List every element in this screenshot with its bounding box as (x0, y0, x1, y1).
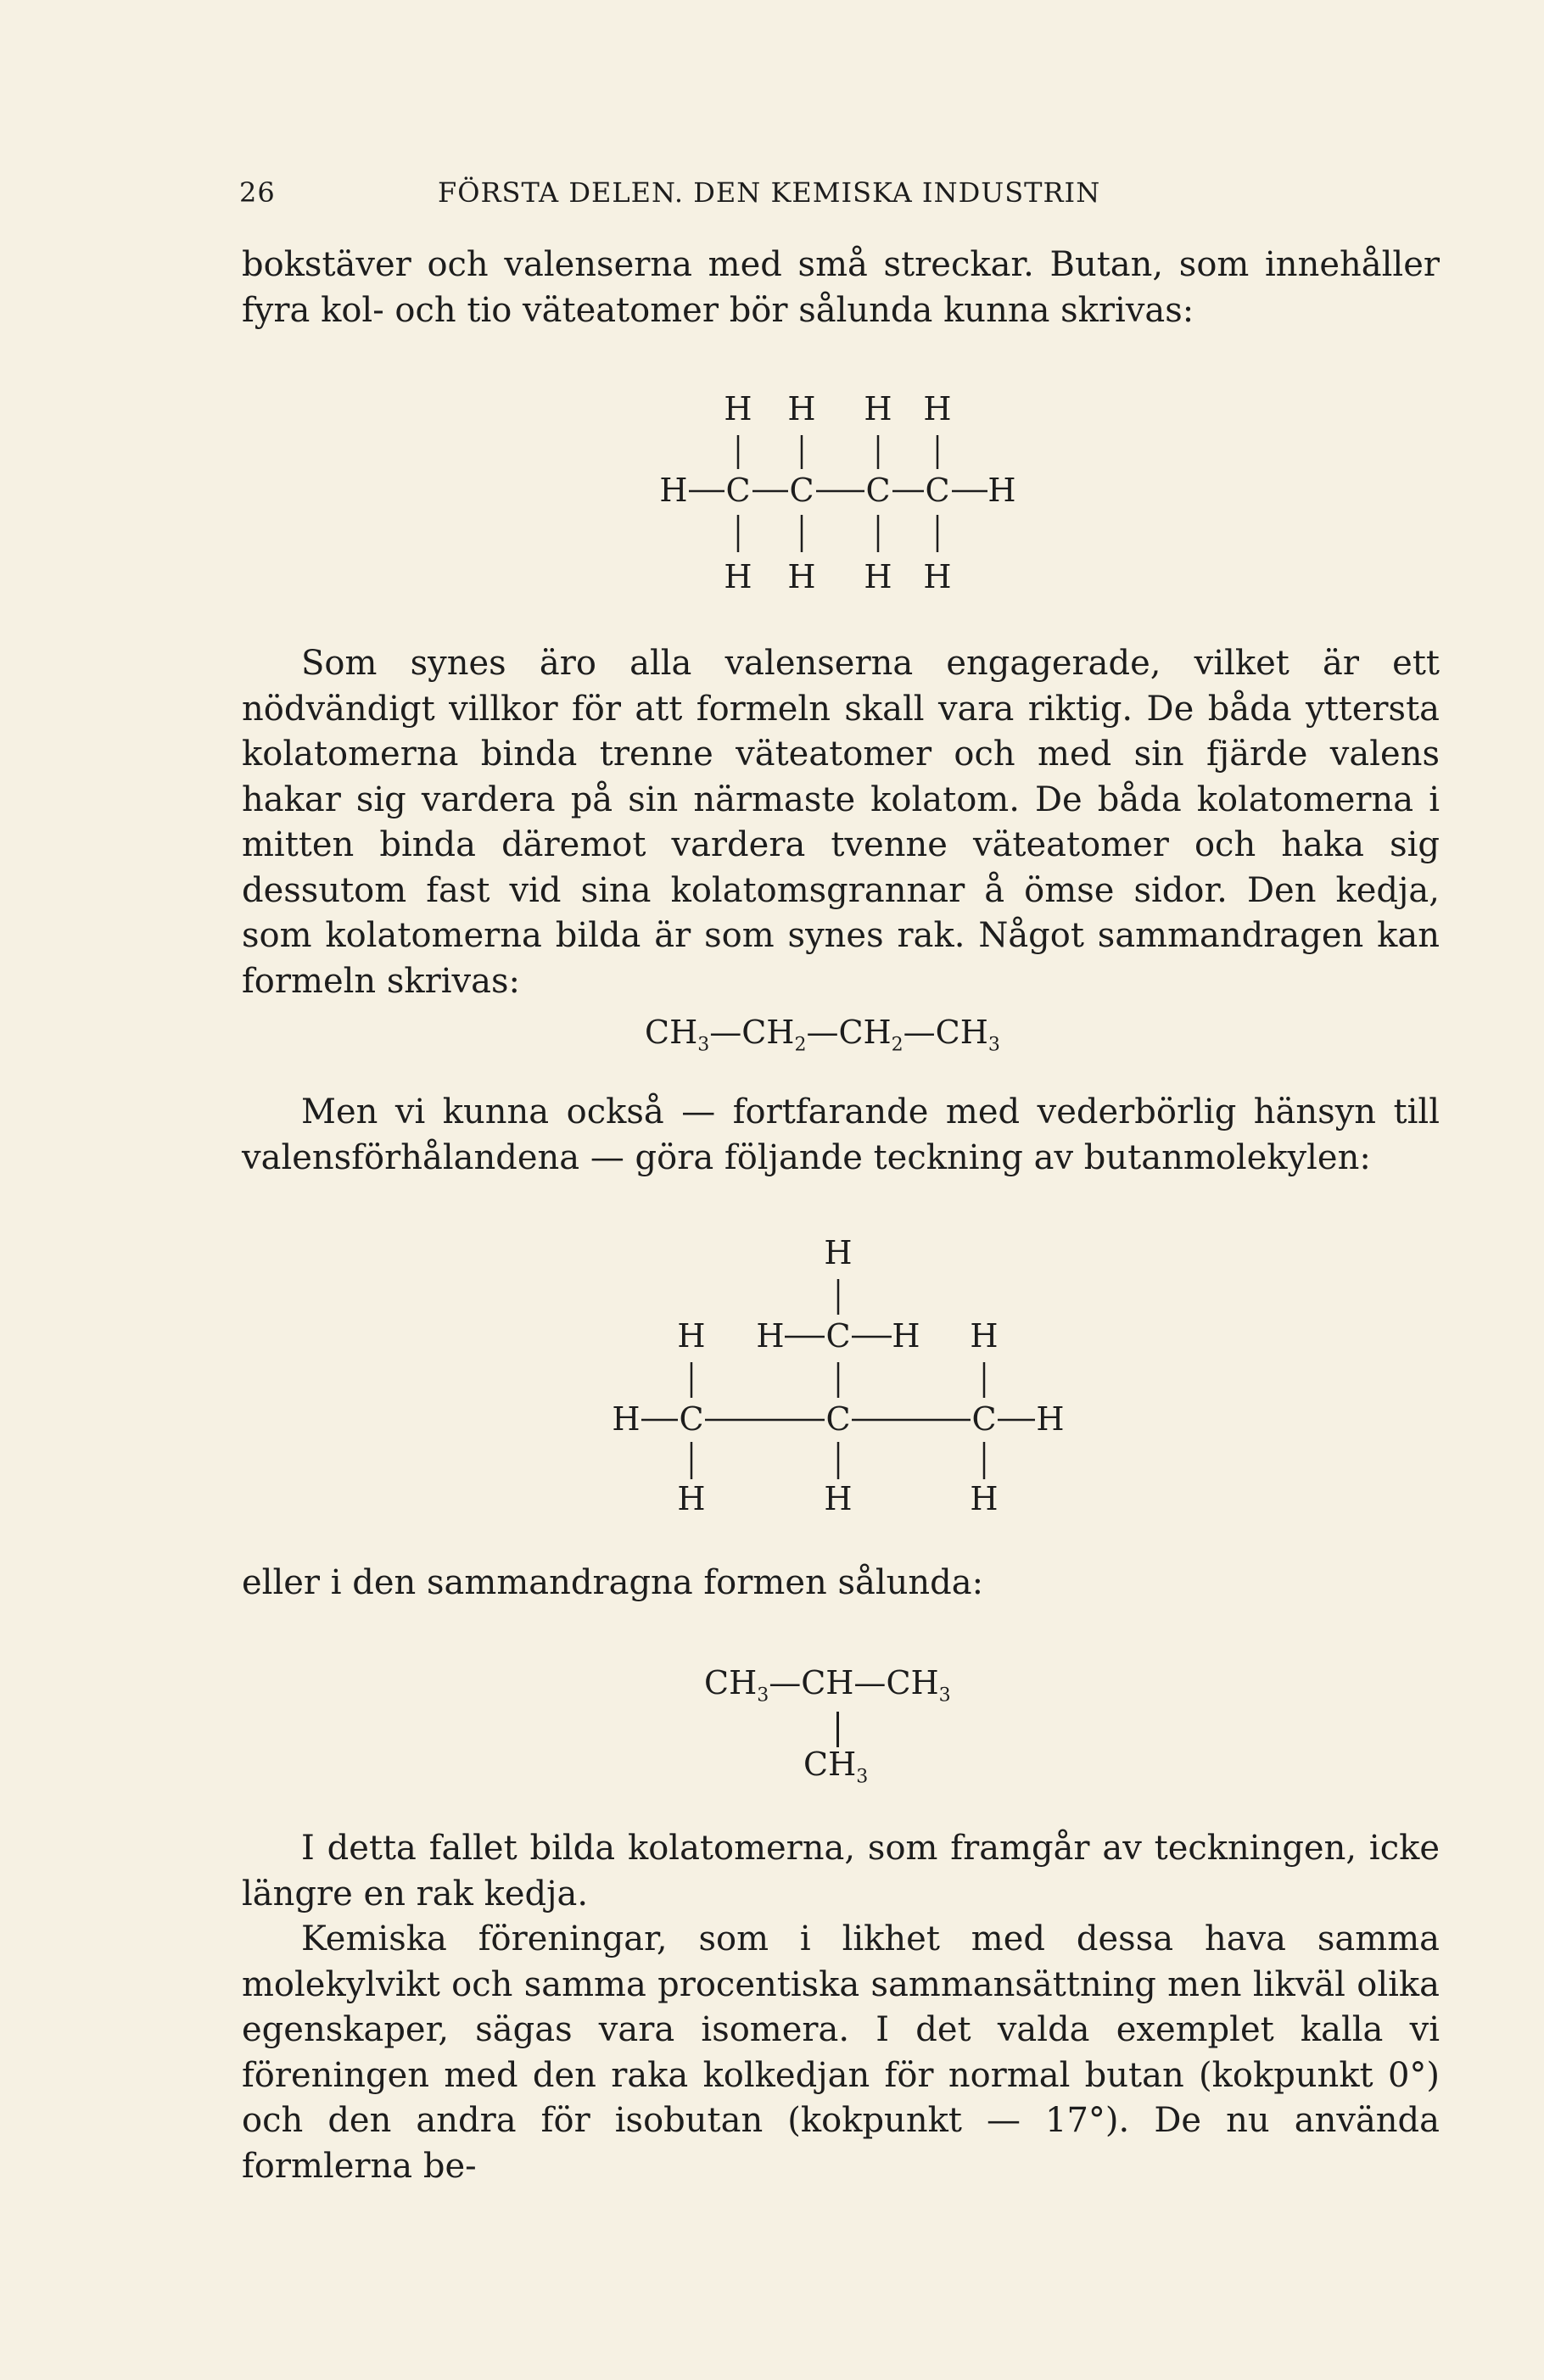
atom-h: H (864, 558, 892, 595)
atom-h: H (659, 472, 688, 509)
atom-c: C (865, 472, 891, 509)
atom-h: H (923, 390, 952, 427)
atom-c: C (789, 472, 814, 509)
atom-h: H (970, 1480, 999, 1517)
atom-h: H (1036, 1400, 1065, 1438)
atom-c: C (971, 1400, 997, 1438)
isobutane-structural-formula (594, 1230, 1103, 1518)
bond-lines (641, 1279, 1035, 1479)
atom-h: H (787, 390, 816, 427)
isobutane-branch: $CH_3$ (803, 1746, 869, 1788)
paragraph-4: eller i den sammandragna formen sålunda: (242, 1563, 984, 1602)
atom-h: H (923, 558, 952, 595)
atom-h: H (970, 1317, 999, 1355)
paragraph-2: Som synes äro alla valenserna engagerade, vilket är ett nödvändigt villkor för att formeln skall vara riktig. De båda yttersta kolatomerna binda trenne väteatomer och med sin fjärde valens hakar sig vardera på sin närmaste kolatom. De båda kolatomerna i mitten binda däremot vardera tvenne väteatomer och haka sig dessutom fast vid sina kolatomsgrannar å ömse sidor. Den kedja, som kolatomerna bilda är som synes rak. Något sammandragen kan formeln skrivas: (242, 644, 1440, 1001)
atom-h: H (892, 1317, 920, 1355)
atom-h: H (824, 1480, 853, 1517)
paragraph-3: Men vi kunna också — fortfarande med vederbörlig hänsyn till valensförhålandena — göra följande teckning av butanmolekylen: (242, 1092, 1440, 1177)
atom-c: C (679, 1400, 704, 1438)
paragraph-5: I detta fallet bilda kolatomerna, som framgår av teckningen, icke längre en rak kedja. (242, 1829, 1440, 1913)
atom-c: C (725, 472, 751, 509)
atom-c: C (925, 472, 950, 509)
atom-h: H (724, 390, 752, 427)
branch-bond-line (836, 1712, 839, 1747)
paragraph-6: Kemiska föreningar, som i likhet med dessa hava samma molekylvikt och samma procentiska sammansättning men likväl olika egenskaper, sägas vara isomera. I det valda exemplet kalla vi föreningen med den raka kolkedjan för normal butan (kokpunkt 0°) och den andra för isobutan (kokpunkt — 17°). De nu använda formlerna be- (242, 1919, 1440, 2186)
atom-h: H (787, 558, 816, 595)
atom-h: H (724, 558, 752, 595)
atom-h: H (677, 1317, 706, 1355)
atom-h: H (864, 390, 892, 427)
atom-h: H (677, 1480, 706, 1517)
paragraph-1: bokstäver och valenserna med små streckar. Butan, som innehåller fyra kol- och tio väteatomer bör sålunda kunna skrivas: (242, 245, 1440, 330)
atom-h: H (612, 1400, 641, 1438)
isobutane-condensed-formula: $CH_3—CH—CH_3$ (704, 1664, 951, 1707)
page-number: 26 (239, 176, 276, 209)
atom-c: C (825, 1317, 851, 1355)
atom-h: H (987, 472, 1016, 509)
butane-condensed-formula: $CH_3—CH_2—CH_2—CH_3$ (645, 1014, 1000, 1056)
atom-h: H (756, 1317, 785, 1355)
atom-c: C (825, 1400, 851, 1438)
running-title: FÖRSTA DELEN. DEN KEMISKA INDUSTRIN (438, 176, 1101, 209)
butane-structural-formula (628, 386, 1052, 606)
atom-h: H (824, 1234, 853, 1271)
